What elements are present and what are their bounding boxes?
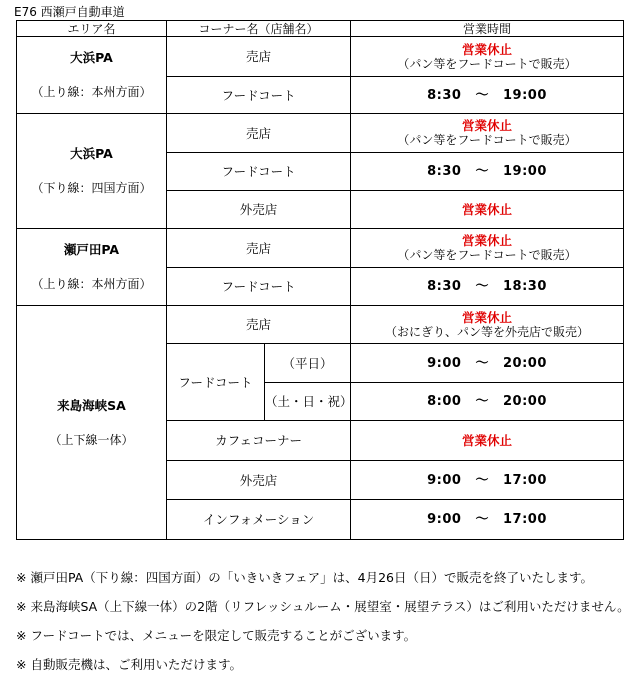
table-row	[17, 37, 624, 77]
area-direction: （上り線：本州方面）	[31, 277, 152, 291]
area-cell	[17, 229, 167, 306]
table-header-row	[17, 21, 624, 37]
note-item: ※ 自動販売機は、ご利用いただけます。	[16, 657, 242, 672]
hours-cell	[351, 37, 624, 77]
open-time: 8:30	[427, 87, 462, 103]
area-cell	[17, 306, 167, 540]
open-time: 8:00	[427, 394, 462, 409]
note-item: ※ 瀬戸田PA（下り線：四国方面）の「いきいきフェア」は、4月26日（日）で販売を終了いたします。	[16, 570, 593, 585]
closed-note: （パン等をフードコートで販売）	[397, 248, 577, 262]
corner-cell: インフォメーション	[167, 500, 351, 540]
closed-note: （パン等をフードコートで販売）	[397, 133, 577, 147]
closed-label: 営業休止	[462, 233, 513, 248]
tilde: ～	[475, 87, 489, 103]
close-time: 17:00	[503, 472, 547, 488]
closed-label: 営業休止	[462, 433, 513, 448]
tilde: ～	[475, 472, 489, 488]
corner-cell: 外売店	[167, 191, 351, 229]
corner-cell: 外売店	[167, 461, 351, 500]
notes-list	[16, 568, 630, 684]
hours-cell	[351, 461, 624, 500]
hours-cell	[351, 191, 624, 229]
sub-corner-cell: （平日）	[265, 344, 351, 383]
service-area-hours-table	[16, 20, 624, 540]
tilde: ～	[475, 512, 489, 527]
hours-cell	[351, 306, 624, 344]
corner-cell: 売店	[167, 306, 351, 344]
tilde: ～	[475, 279, 489, 294]
closed-label: 営業休止	[462, 309, 513, 325]
tilde: ～	[475, 355, 489, 371]
corner-cell: 売店	[167, 114, 351, 153]
hours-cell	[351, 344, 624, 383]
corner-cell: フードコート	[167, 153, 351, 191]
close-time: 17:00	[503, 512, 547, 527]
area-direction: （上り線：本州方面）	[31, 85, 152, 99]
corner-cell: フードコート	[167, 77, 351, 114]
close-time: 19:00	[503, 164, 547, 179]
note-item: ※ フードコートでは、メニューを限定して販売することがございます。	[16, 628, 417, 643]
hours-cell	[351, 153, 624, 191]
close-time: 20:00	[503, 394, 547, 409]
header-hours: 営業時間	[351, 21, 624, 37]
tilde: ～	[475, 394, 489, 409]
table-row	[17, 114, 624, 153]
open-time: 8:30	[427, 164, 462, 179]
close-time: 18:30	[503, 279, 547, 294]
hours-cell	[351, 421, 624, 461]
closed-label: 営業休止	[462, 202, 513, 217]
area-direction: （上下線一体）	[49, 432, 134, 447]
table-row	[17, 306, 624, 344]
closed-note: （おにぎり、パン等を外売店で販売）	[385, 324, 590, 339]
hours-cell	[351, 500, 624, 540]
open-time: 8:30	[427, 279, 462, 294]
hours-cell	[351, 114, 624, 153]
hours-cell	[351, 77, 624, 114]
area-name: 瀬戸田PA	[63, 242, 120, 257]
header-area: エリア名	[17, 21, 167, 37]
area-name: 大浜PA	[70, 146, 113, 161]
closed-note: （パン等をフードコートで販売）	[397, 56, 577, 71]
close-time: 19:00	[503, 87, 547, 103]
tilde: ～	[475, 164, 489, 179]
open-time: 9:00	[427, 355, 462, 371]
area-name: 大浜PA	[70, 50, 113, 65]
corner-cell: フードコート	[167, 268, 351, 306]
corner-cell: カフェコーナー	[167, 421, 351, 461]
page-title: E76 西瀬戸自動車道	[14, 5, 125, 19]
hours-cell	[351, 268, 624, 306]
area-name: 来島海峡SA	[57, 397, 126, 413]
open-time: 9:00	[427, 472, 462, 488]
area-cell	[17, 114, 167, 229]
area-cell	[17, 37, 167, 114]
area-direction: （下り線：四国方面）	[31, 181, 152, 195]
note-item: ※ 来島海峡SA（上下線一体）の2階（リフレッシュルーム・展望室・展望テラス）はご利用いただけません。	[16, 599, 630, 614]
corner-cell: フードコート	[167, 344, 265, 421]
closed-label: 営業休止	[462, 41, 513, 57]
closed-label: 営業休止	[462, 118, 513, 133]
header-corner: コーナー名（店舗名）	[167, 21, 351, 37]
corner-cell: 売店	[167, 37, 351, 77]
open-time: 9:00	[427, 512, 462, 527]
corner-cell: 売店	[167, 229, 351, 268]
hours-cell	[351, 383, 624, 421]
hours-cell	[351, 229, 624, 268]
sub-corner-cell: （土・日・祝）	[265, 383, 351, 421]
table-row	[17, 229, 624, 268]
close-time: 20:00	[503, 355, 547, 371]
